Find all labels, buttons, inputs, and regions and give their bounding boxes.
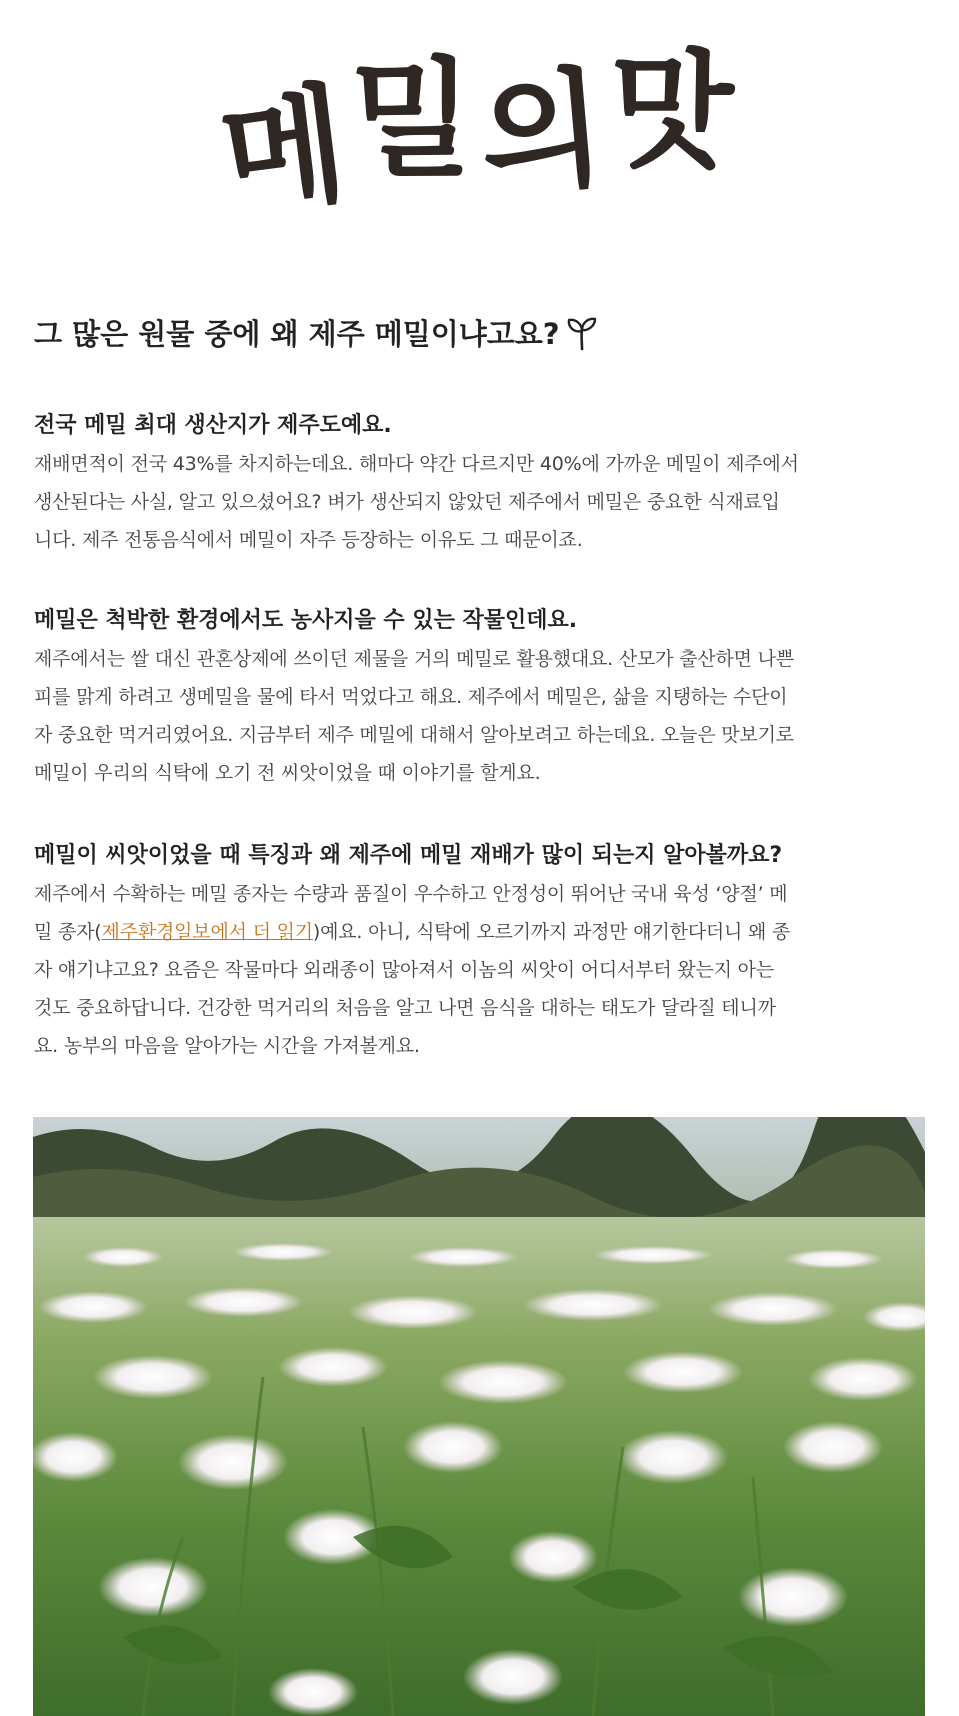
- title-char: 의: [474, 53, 617, 213]
- section-2-body: [34, 640, 924, 792]
- body-line: 재배면적이 전국 43%를 차지하는데요. 해마다 약간 다르지만 40%에 가까운 메밀이 제주에서: [34, 453, 799, 475]
- link-suffix: )예요. 아니, 식탁에 오르기까지 과정만 얘기한다더니 왜 종: [312, 921, 791, 943]
- section-3-body: [34, 875, 924, 1065]
- buckwheat-field-photo: [33, 1117, 925, 1716]
- body-line: 피를 맑게 하려고 생메밀을 물에 타서 먹었다고 해요. 제주에서 메밀은, 삶을 지탱하는 수단이: [34, 686, 788, 708]
- title-char: 맛: [608, 36, 741, 188]
- section-1-body: [34, 445, 924, 559]
- title-lettering: [205, 14, 754, 232]
- body-line: 것도 중요하답니다. 건강한 먹거리의 처음을 알고 나면 음식을 대하는 태도가 달라질 테니까: [34, 997, 776, 1019]
- body-line: 제주에서 수확하는 메밀 종자는 수량과 품질이 우수하고 안정성이 뛰어난 국내 육성 ‘양절’ 메: [34, 883, 788, 905]
- body-line: 자 얘기냐고요? 요즘은 작물마다 외래종이 많아져서 이놈의 씨앗이 어디서부터 왔는지 아는: [34, 959, 774, 981]
- title-char: 메: [213, 68, 361, 233]
- section-2: [34, 603, 924, 792]
- section-3-title: 메밀이 씨앗이었을 때 특징과 왜 제주에 메밀 재배가 많이 되는지 알아볼까요?: [34, 843, 783, 868]
- title-char: 밀: [350, 45, 480, 195]
- body-line: 니다. 제주 전통음식에서 메밀이 자주 등장하는 이유도 그 때문이죠.: [34, 529, 583, 551]
- section-heading: [34, 312, 602, 353]
- photo-illustration: [33, 1117, 925, 1716]
- heading-text: 그 많은 원물 중에 왜 제주 메밀이냐고요?: [34, 317, 560, 351]
- body-line: 요. 농부의 마음을 알아가는 시간을 가져볼게요.: [34, 1035, 420, 1057]
- section-2-title: 메밀은 척박한 환경에서도 농사지을 수 있는 작물인데요.: [34, 608, 578, 633]
- section-3: [34, 838, 924, 1065]
- body-line: 메밀이 우리의 식탁에 오기 전 씨앗이었을 때 이야기를 할게요.: [34, 762, 541, 784]
- body-line: 생산된다는 사실, 알고 있으셨어요? 벼가 생산되지 않았던 제주에서 메밀은 중요한 식재료입: [34, 491, 780, 513]
- body-line: 제주에서는 쌀 대신 관혼상제에 쓰이던 제물을 거의 메밀로 활용했대요. 산모가 출산하면 나쁜: [34, 648, 794, 670]
- link-prefix: 밀 종자(: [34, 921, 102, 943]
- section-1: [34, 408, 924, 559]
- sprout-icon: [562, 313, 602, 353]
- section-1-title: 전국 메밀 최대 생산지가 제주도예요.: [34, 413, 392, 438]
- body-line: 자 중요한 먹거리였어요. 지금부터 제주 메밀에 대해서 알아보려고 하는데요. 오늘은 맛보기로: [34, 724, 794, 746]
- body-line-with-link: [34, 913, 924, 951]
- read-more-link[interactable]: 제주환경일보에서 더 읽기: [101, 921, 313, 943]
